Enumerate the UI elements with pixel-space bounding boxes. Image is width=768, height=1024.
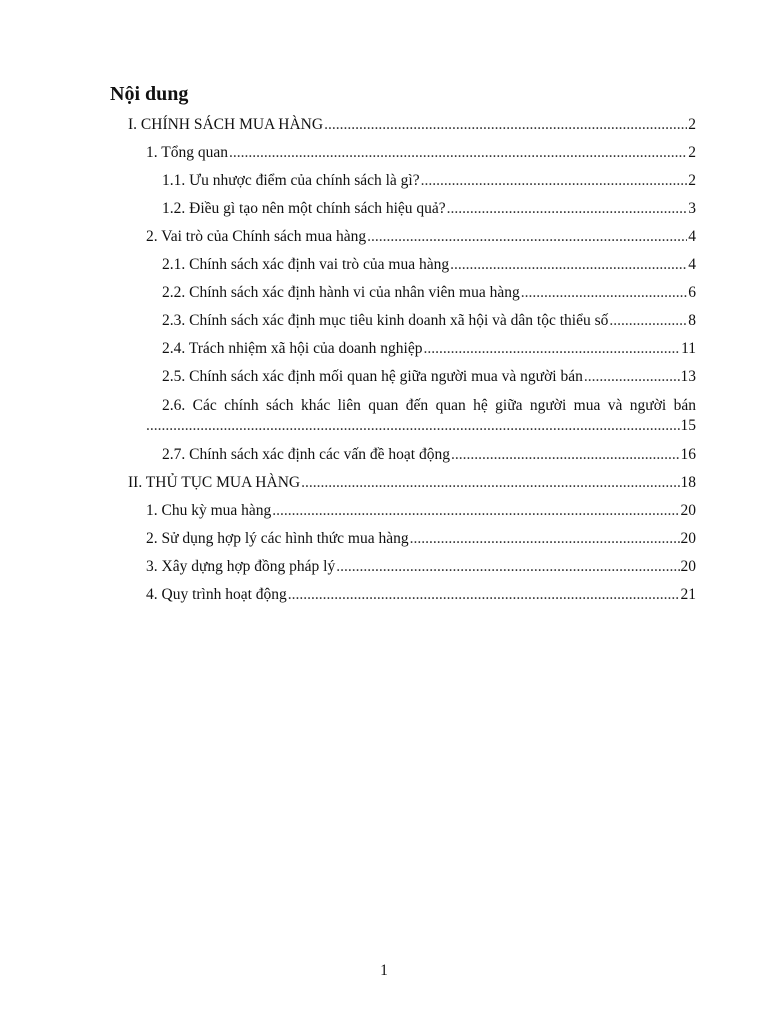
toc-entry-label: 2.7. Chính sách xác định các vấn đề hoạt động [162,446,450,463]
toc-entry-page: 21 [680,586,696,603]
toc-entry-page: 20 [680,558,696,575]
toc-leader-dots [447,199,688,219]
toc-entry-label: 2.4. Trách nhiệm xã hội của doanh nghiệp [162,340,423,357]
toc-entry-page: 16 [680,446,696,463]
toc-leader-dots [450,255,687,275]
toc-leader-dots [421,171,688,191]
toc-entry-page: 2 [688,116,696,133]
toc-entry[interactable] [146,143,696,163]
toc-entry[interactable] [162,445,696,465]
toc-entry[interactable] [128,115,696,135]
toc-leader-dots [288,585,680,605]
toc-entry-page: 11 [681,340,696,357]
toc-leader-dots [272,501,679,521]
toc-leader-dots [423,339,680,359]
toc-entry-page: 8 [688,312,696,329]
toc-entry-label: 2.1. Chính sách xác định vai trò của mua hàng [162,256,450,273]
toc-leader-dots [229,143,687,163]
toc-entry-page: 2 [688,172,696,189]
toc-leader-dots [584,367,680,387]
toc-entry-page: 20 [680,502,696,519]
toc-entry-label: 2. Sử dụng hợp lý các hình thức mua hàng [146,530,409,547]
toc-entry[interactable] [162,339,696,359]
toc-entry[interactable] [146,227,696,247]
toc-leader-dots [410,529,680,549]
toc-leader-dots [301,473,679,493]
toc-leader-dots [336,557,679,577]
toc-entry-label: I. CHÍNH SÁCH MUA HÀNG [128,116,324,133]
toc-entry[interactable] [162,171,696,191]
toc-entry-page: 3 [688,200,696,217]
toc-entry-page: 13 [680,368,696,385]
toc-entry[interactable] [146,529,696,549]
toc-entry[interactable] [146,396,696,436]
toc-entry-page: 4 [688,228,696,245]
toc-entry-page: 15 [680,417,696,434]
toc-entry[interactable] [146,557,696,577]
toc-leader-dots [609,311,687,331]
toc-leader-dots [367,227,687,247]
toc-entry-label: 3. Xây dựng hợp đồng pháp lý [146,558,336,575]
toc-entry[interactable] [146,501,696,521]
toc-entry-label: 2. Vai trò của Chính sách mua hàng [146,228,367,245]
page-number: 1 [380,962,388,979]
toc-entry-page: 18 [680,474,696,491]
toc-entry[interactable] [162,255,696,275]
toc-entry-label: 1. Tổng quan [146,144,228,161]
toc-leader-dots [451,445,680,465]
toc-entry-label: 2.6. Các chính sách khác liên quan đến quan hệ giữa người mua và người bán [162,397,696,414]
toc-entry[interactable] [162,283,696,303]
toc-entry-label: 4. Quy trình hoạt động [146,586,287,603]
toc-entry-continuation [146,416,696,436]
toc-entry[interactable] [162,311,696,331]
toc-entry[interactable] [162,199,696,219]
toc-leader-dots [521,283,688,303]
toc-entry-label: 1. Chu kỳ mua hàng [146,502,272,519]
toc-entry-label: 2.5. Chính sách xác định mối quan hệ giữa người mua và người bán [162,368,583,385]
toc-leader-dots [324,115,687,135]
toc-entry-label: II. THỦ TỤC MUA HÀNG [128,474,301,491]
toc-entry-label: 2.3. Chính sách xác định mục tiêu kinh doanh xã hội và dân tộc thiểu số [162,312,609,329]
toc-entry[interactable] [162,367,696,387]
toc-entry[interactable] [146,585,696,605]
toc-title: Nội dung [110,83,189,105]
toc-entry-page: 4 [688,256,696,273]
toc-entry-page: 20 [680,530,696,547]
toc-entry[interactable] [128,473,696,493]
toc-entry-label: 2.2. Chính sách xác định hành vi của nhân viên mua hàng [162,284,520,301]
toc-entry-label: 1.2. Điều gì tạo nên một chính sách hiệu quả? [162,200,446,217]
toc-entry-page: 2 [688,144,696,161]
toc-leader-dots [146,416,680,436]
toc-entry-label: 1.1. Ưu nhược điểm của chính sách là gì? [162,172,420,189]
toc-entry-page: 6 [688,284,696,301]
